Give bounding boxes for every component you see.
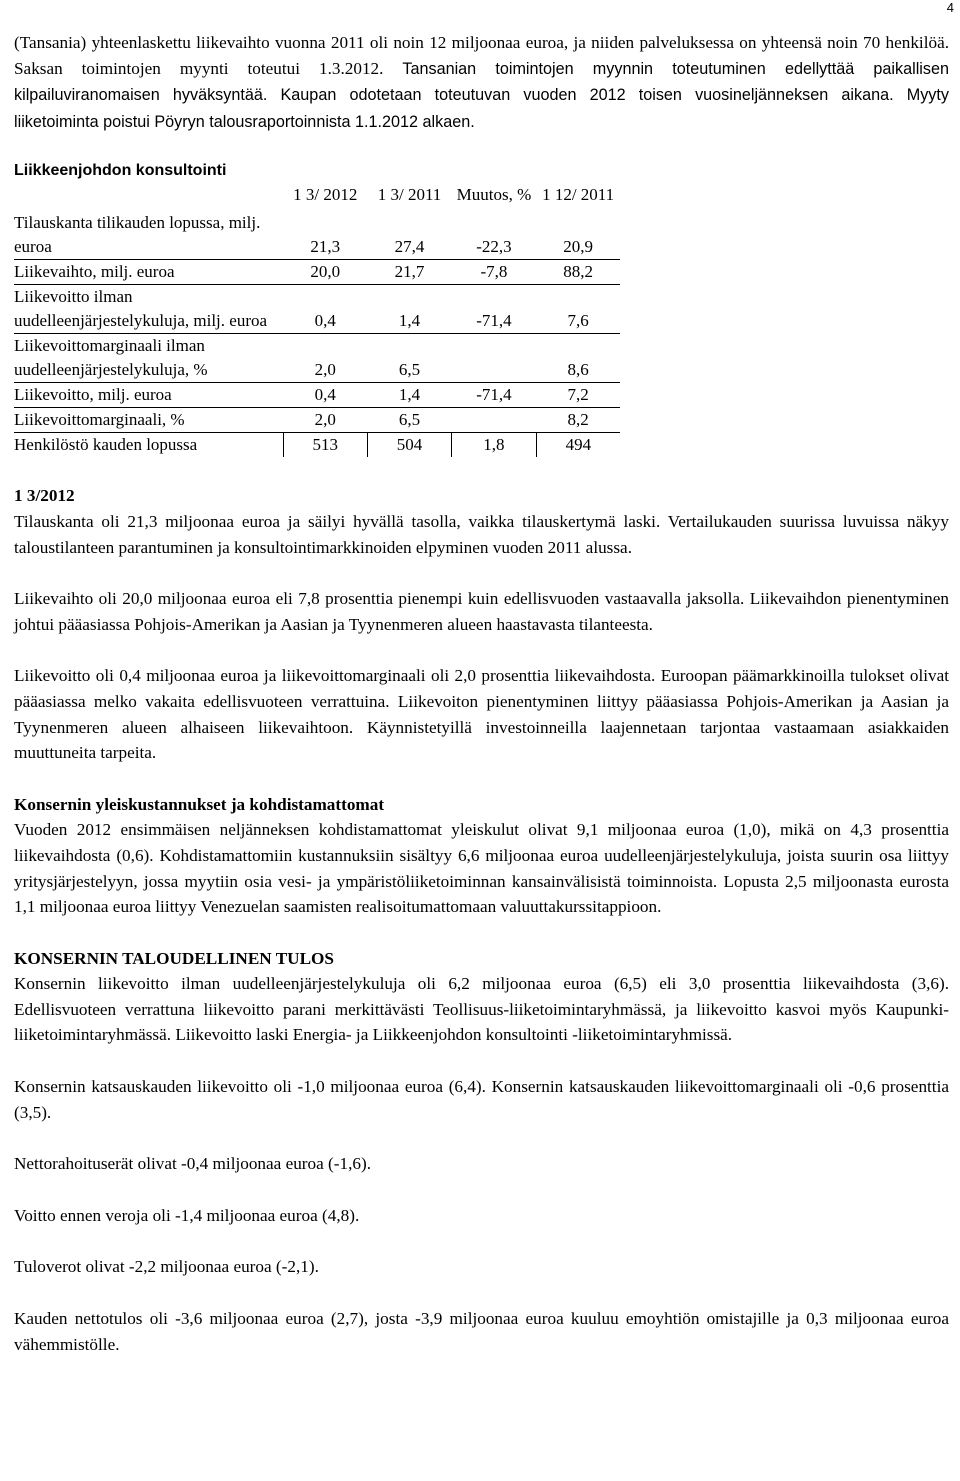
- row-label: Liikevaihto, milj. euroa: [14, 260, 283, 285]
- cell-value: 0,4: [283, 383, 367, 408]
- group-paragraph-5: Tuloverot olivat -2,2 miljoonaa euroa (-2,1).: [14, 1257, 319, 1277]
- group-paragraph-3: Nettorahoituserät olivat -0,4 miljoonaa euroa (-1,6).: [14, 1154, 372, 1174]
- cell-value: 0,4: [283, 285, 367, 334]
- cell-value: 20,0: [283, 260, 367, 285]
- row-label: Liikevoitto, milj. euroa: [14, 383, 283, 408]
- table-row: [14, 285, 620, 334]
- cell-value: 1,4: [367, 285, 451, 334]
- page-number: 4: [946, 0, 954, 15]
- overhead-paragraph: Vuoden 2012 ensimmäisen neljänneksen kohdistamattomat yleiskulut olivat 9,1 miljoonaa euroa (1,0), mikä on 4,3 prosenttia liikevaihdosta (0,6). Kohdistamattomiin kustannuksiin sisältyy 6,6 miljoonaa euroa uudelleenjärjestelykuluja, joista suurin osa liittyy yritysjärjestelyyn, jossa myytiin osia vesi- ja ympäristöliiketoiminnan kansainvälisistä toiminnoista. Lopusta 2,5 miljoonasta eurosta 1,1 miljoonaa euroa liittyy Venezuelan saamisten realisoitumattomaan valuuttakurssitappioon.: [14, 820, 949, 917]
- cell-value: 494: [536, 433, 620, 458]
- kpi-table: [14, 183, 620, 457]
- group-paragraph-4: Voitto ennen veroja oli -1,4 miljoonaa euroa (4,8).: [14, 1205, 360, 1225]
- cell-value: -71,4: [452, 285, 537, 334]
- cell-value: 513: [283, 433, 367, 458]
- row-label: Liikevoitto ilman uudelleenjärjestelykuluja, milj. euroa: [14, 285, 283, 334]
- cell-value: 21,7: [367, 260, 451, 285]
- cell-value: [452, 408, 537, 433]
- cell-value: 2,0: [283, 408, 367, 433]
- intro-text-sans: Tansanian toimintojen myynnin toteutuminen edellyttää paikallisen kilpailuviranomaisen hyväksyntää. Kaupan odotetaan toteutuvan vuoden 2012 toisen vuosineljänneksen aikana. Myyty liiketoiminta poistui Pöyryn talousraportoinnista 1.1.2012 alkaen.: [14, 59, 949, 131]
- table-row: [14, 433, 620, 458]
- cell-value: 88,2: [536, 260, 620, 285]
- group-paragraph-2: Konsernin katsauskauden liikevoitto oli -1,0 miljoonaa euroa (6,4). Konsernin katsauskauden liikevoittomarginaali oli -0,6 prosenttia (3,5).: [14, 1077, 949, 1122]
- row-label: Liikevoittomarginaali ilman uudelleenjärjestelykuluja, %: [14, 334, 283, 383]
- overhead-heading: Konsernin yleiskustannukset ja kohdistamattomat: [14, 794, 385, 814]
- col-header-fy-2011: 1 12/ 2011: [542, 185, 615, 205]
- row-label: Henkilöstö kauden lopussa: [14, 433, 283, 458]
- cell-value: -71,4: [452, 383, 537, 408]
- cell-value: 27,4: [394, 237, 425, 257]
- cell-value: 1,8: [452, 433, 537, 458]
- table-row: [14, 334, 620, 383]
- cell-value: 1,4: [367, 383, 451, 408]
- cell-value: 8,6: [536, 334, 620, 383]
- row-label: Tilauskanta tilikauden lopussa, milj. euroa: [14, 213, 261, 257]
- cell-value: -22,3: [476, 237, 512, 257]
- intro-paragraph: [14, 30, 949, 135]
- cell-value: 6,5: [367, 334, 451, 383]
- paragraph-net-sales: Liikevaihto oli 20,0 miljoonaa euroa eli 7,8 prosenttia pienempi kuin edellisvuoden vastaavalla jaksolla. Liikevaihdon pienentyminen johtui pääasiassa Pohjois-Amerikan ja Aasian ja Tyynenmeren alueen haastavasta tilanteesta.: [14, 589, 949, 634]
- cell-value: 7,2: [536, 383, 620, 408]
- period-heading: 1 3/2012: [14, 486, 75, 506]
- cell-value: -7,8: [452, 260, 537, 285]
- cell-value: 2,0: [283, 334, 367, 383]
- cell-value: 20,9: [563, 237, 593, 257]
- cell-value: 7,6: [536, 285, 620, 334]
- table-row: [14, 260, 620, 285]
- table-row: [14, 211, 620, 260]
- paragraph-operating-profit: Liikevoitto oli 0,4 miljoonaa euroa ja liikevoittomarginaali oli 2,0 prosenttia liikevaihdosta. Euroopan päämarkkinoilla tulokset olivat pääasiassa melko vakaita edellisvuoteen verrattuina. Liikevoiton pienentyminen liittyy pääasiassa Pohjois-Amerikan ja Aasian ja Tyynenmeren alueen alhaiseen liikevaihtoon. Käynnistetyillä investoinneilla laajennetaan tarjontaa vastaamaan asiakkaiden muuttuneita tarpeita.: [14, 666, 949, 763]
- group-paragraph-6: Kauden nettotulos oli -3,6 miljoonaa euroa (2,7), josta -3,9 miljoonaa euroa kuuluu emoyhtiön omistajille ja 0,3 miljoonaa euroa vähemmistölle.: [14, 1309, 949, 1354]
- paragraph-order-backlog: Tilauskanta oli 21,3 miljoonaa euroa ja säilyi hyvällä tasolla, vaikka tilauskertymä laski. Vertailukauden suurissa luvuissa näkyy taloustilanteen parantuminen ja konsultointimarkkinoiden elpyminen vuoden 2011 alussa.: [14, 511, 949, 557]
- table-title: Liikkeenjohdon konsultointi: [14, 162, 227, 180]
- cell-value: 504: [367, 433, 451, 458]
- cell-value: 6,5: [367, 408, 451, 433]
- intro-text-serif: (Tansania) yhteenlaskettu liikevaihto vuonna 2011 oli noin 12 miljoonaa euroa, ja niiden palveluksessa on yhteensä noin 70 henkilöä. Saksan toimintojen myynti toteutui 1.3.2012.: [14, 33, 949, 78]
- group-result-heading: KONSERNIN TALOUDELLINEN TULOS: [14, 948, 334, 968]
- table-row: [14, 383, 620, 408]
- col-header-change: Muutos, %: [456, 185, 532, 205]
- table-row: [14, 408, 620, 433]
- col-header-q1-2012: 1 3/ 2012: [293, 185, 358, 205]
- table-header-blank: [14, 183, 283, 211]
- cell-value: [452, 334, 537, 383]
- col-header-q1-2011: 1 3/ 2011: [377, 185, 442, 205]
- cell-value: 8,2: [536, 408, 620, 433]
- table-header-row: [14, 183, 620, 211]
- row-label: Liikevoittomarginaali, %: [14, 408, 283, 433]
- document-body: [14, 30, 949, 1357]
- group-paragraph-1: Konsernin liikevoitto ilman uudelleenjärjestelykuluja oli 6,2 miljoonaa euroa (6,5) eli 3,0 prosenttia liikevaihdosta (3,6). Edellisvuoteen verrattuna liikevoitto parani merkittävästi Teollisuus-liiketoimintaryhmässä, ja liikevoitto kasvoi myös Kaupunki-liiketoimintaryhmässä. Liikevoitto laski Energia- ja Liikkeenjohdon konsultointi -liiketoimintaryhmissä.: [14, 974, 949, 1045]
- cell-value: 21,3: [310, 237, 341, 257]
